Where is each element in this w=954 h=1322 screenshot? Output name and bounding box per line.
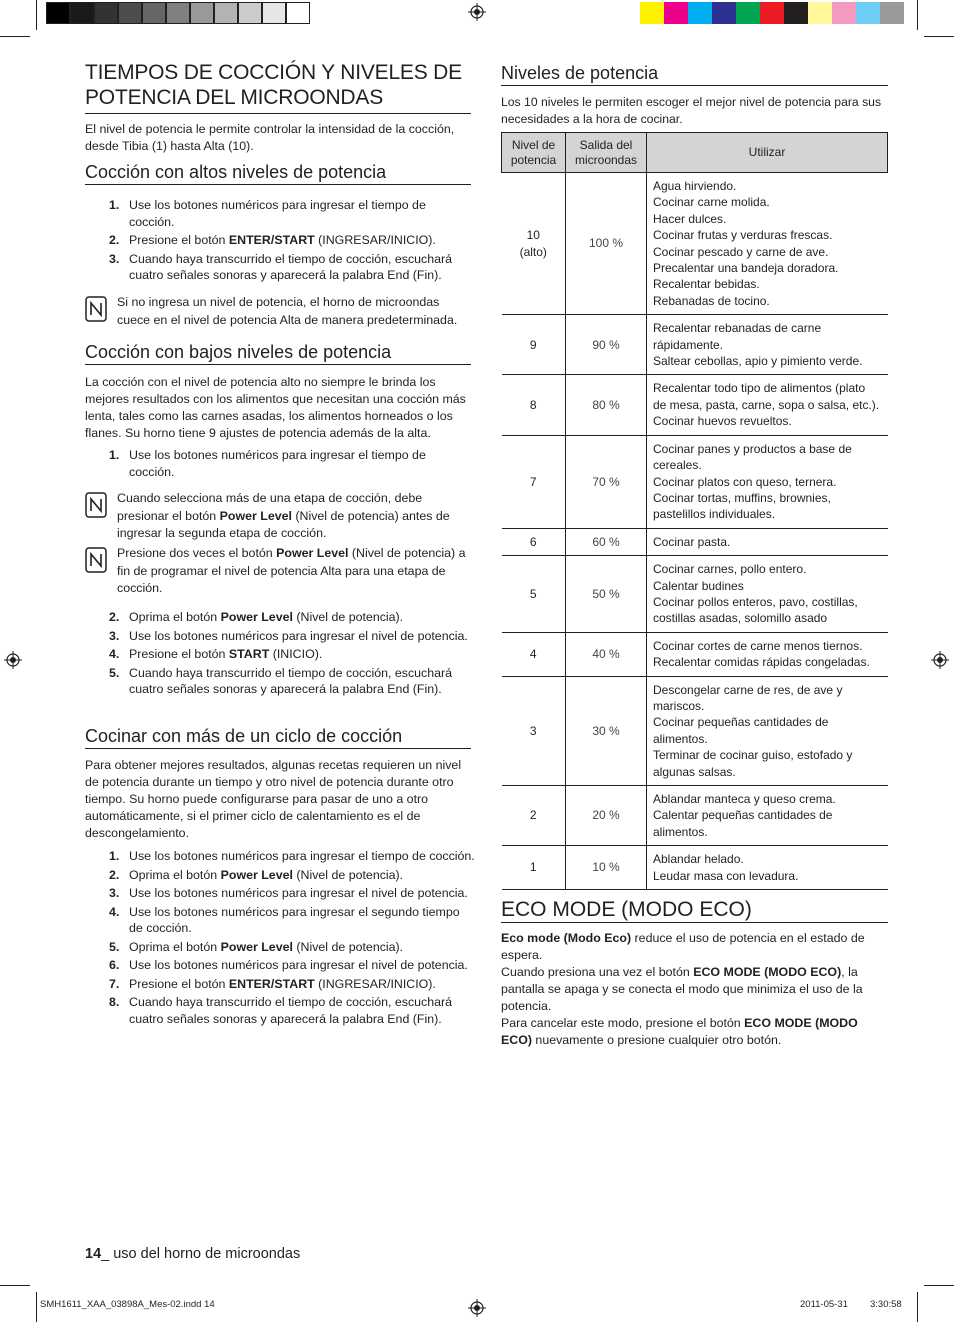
use-line: Recalentar comidas rápidas congeladas. [653,655,870,670]
table-header-row [502,133,888,173]
color-swatch [784,2,808,24]
table-row [502,632,888,676]
use-cell [647,173,888,315]
list-item: 1. Use los botones numéricos para ingresar el tiempo de cocción. [109,849,475,863]
steps-low-first [85,447,471,482]
use-line: Cocinar frutas y verduras frescas. [653,228,833,243]
grayscale-swatch [238,2,262,24]
use-line: Cocinar pasta. [653,534,731,549]
note-icon [85,547,107,573]
intro-text: El nivel de potencia le permite controlar la intensidad de la cocción, desde Tibia (1) hasta Alta (10). [85,122,455,153]
section-rule [501,85,888,86]
levels-intro: Los 10 niveles le permiten escoger el mejor nivel de potencia para sus necesidades a la hora de cocinar. [501,95,882,126]
table-row [502,846,888,890]
column-header: Nivel de potencia [502,133,566,173]
table-row [502,375,888,435]
slug-date: 2011-05-31 [800,1299,848,1310]
use-line: Saltear cebollas, apio y pimiento verde. [653,354,863,369]
grayscale-swatch [214,2,238,24]
use-line: Agua hirviendo. [653,179,737,193]
section-rule [85,184,471,185]
color-swatch [880,2,904,24]
use-line: Cocinar tortas, muffins, brownies, pastelillos individuales. [653,490,831,522]
level-cell: 1 [502,846,566,890]
table-row [502,786,888,846]
steps-low [85,609,471,700]
use-cell [647,315,888,375]
list-item: 1. Use los botones numéricos para ingresar el tiempo de cocción. [109,198,426,229]
level-cell: 8 [502,375,566,435]
title-rule [85,113,471,114]
power-level-table [501,132,888,890]
use-line: Cocinar panes y productos a base de cereales. [653,441,852,473]
level-cell: 9 [502,315,566,375]
list-item: 2. Oprima el botón Power Level (Nivel de potencia). [109,867,404,882]
registration-mark-icon [931,651,949,669]
use-line: Cocinar pescado y carne de ave. [653,244,829,259]
section-heading-levels: Niveles de potencia [501,63,659,83]
use-line: Cocinar carne molida. [653,195,770,210]
note-text: Cuando selecciona más de una etapa de cocción, debe presionar el botón Power Level (Nivel de potencia) antes de ingresar la segunda etapa de cocción. [117,491,450,540]
crop-mark [36,1292,37,1322]
use-line: Recalentar todo tipo de alimentos (plato de mesa, pasta, carne, sopa o salsa, etc.). [653,381,880,412]
section-heading-multi: Cocinar con más de un ciclo de cocción [85,726,403,746]
color-swatch [736,2,760,24]
use-line: Descongelar carne de res, de ave y mariscos. [653,682,843,713]
color-swatch [808,2,832,24]
output-cell: 50 % [566,556,647,633]
use-line: Cocinar huevos revueltos. [653,414,792,429]
output-cell: 80 % [566,375,647,435]
list-item: 5. Cuando haya transcurrido el tiempo de cocción, escuchará cuatro señales sonoras y aparecerá la palabra End (Fin). [109,665,453,696]
list-item: 8. Cuando haya transcurrido el tiempo de cocción, escuchará cuatro señales sonoras y aparecerá la palabra End (Fin). [109,995,453,1026]
crop-mark [917,0,918,30]
use-cell [647,528,888,555]
crop-mark [917,1292,918,1322]
note-icon [85,492,107,518]
grayscale-swatch [166,2,190,24]
level-cell: 2 [502,786,566,846]
column-header: Salida del microondas [566,133,647,173]
use-cell [647,676,888,785]
output-cell: 20 % [566,786,647,846]
list-item: 7. Presione el botón ENTER/START (INGRESAR/INICIO). [109,976,436,991]
steps-high [85,197,471,286]
grayscale-swatch [94,2,118,24]
level-cell: 10 (alto) [502,173,566,315]
table-row [502,173,888,315]
eco-paragraph: Eco mode (Modo Eco) reduce el uso de potencia en el estado de espera. Cuando presiona una vez el botón ECO MODE (MODO ECO), la pantalla se apaga y se conecta el modo que minimiza el uso de la potencia. Para cancelar este modo, presione el botón ECO MODE (MODO ECO) nuevamente o presione cualquier otro botón. [501,931,865,1047]
output-cell: 70 % [566,435,647,528]
color-swatch [760,2,784,24]
section-rule [501,922,888,923]
use-line: Cocinar cortes de carne menos tiernos. [653,638,863,653]
footer-text: _ uso del horno de microondas [101,1246,301,1262]
color-swatch [640,2,664,24]
note-text: Presione dos veces el botón Power Level (Nivel de potencia) a fin de programar el nivel de potencia Alta para una etapa de cocción. [117,546,466,595]
list-item: 2. Presione el botón ENTER/START (INGRESAR/INICIO). [109,233,436,247]
section-heading-low: Cocción con bajos niveles de potencia [85,342,392,362]
use-cell [647,632,888,676]
color-swatch [712,2,736,24]
list-item: 4. Presione el botón START (INICIO). [109,647,323,661]
section-rule [85,364,471,365]
level-cell: 5 [502,556,566,633]
list-item: 3. Use los botones numéricos para ingresar el nivel de potencia. [109,628,468,643]
note-box [85,294,471,330]
use-cell [647,435,888,528]
use-line: Calentar budines [653,578,744,593]
slug-file: SMH1611_XAA_03898A_Mes-02.indd 14 [40,1299,215,1310]
steps-multi [85,848,475,1029]
section-paragraph: Para obtener mejores resultados, algunas recetas requieren un nivel de potencia durante un tiempo y otro nivel de potencia durante otro tiempo. Su horno puede configurarse para pasar de uno a otro automáticamente, si el primer ciclo de calentamiento es el de descongelamiento. [85,758,462,840]
note-icon [85,296,107,322]
table-row [502,528,888,555]
grayscale-swatch [118,2,142,24]
color-swatch [832,2,856,24]
registration-mark-icon [4,651,22,669]
output-cell: 40 % [566,632,647,676]
level-cell: 7 [502,435,566,528]
color-swatch [664,2,688,24]
page-title: TIEMPOS DE COCCIÓN Y NIVELES DE POTENCIA DEL MICROONDAS [85,61,462,109]
grayscale-swatch [286,2,310,24]
registration-mark-icon [468,1299,486,1317]
list-item: 3. Cuando haya transcurrido el tiempo de cocción, escuchará cuatro señales sonoras y aparecerá la palabra End (Fin). [109,251,453,282]
use-line: Recalentar bebidas. [653,277,760,292]
table-row [502,556,888,633]
note-box [85,490,471,542]
grayscale-swatch [190,2,214,24]
use-line: Cocinar platos con queso, ternera. [653,474,837,489]
output-cell: 60 % [566,528,647,555]
note-text: Si no ingresa un nivel de potencia, el horno de microondas cuece en el nivel de potencia Alta de manera predeterminada. [117,295,458,327]
section-heading-high: Cocción con altos niveles de potencia [85,162,387,182]
crop-mark [924,1285,954,1286]
column-header: Utilizar [647,133,888,173]
use-line: Cocinar pequeñas cantidades de alimentos. [653,715,829,746]
color-swatch [856,2,880,24]
page-number: 14 [85,1246,102,1262]
crop-mark [924,36,954,37]
note-box [85,545,471,597]
grayscale-swatch [262,2,286,24]
level-cell: 6 [502,528,566,555]
list-item: 2. Oprima el botón Power Level (Nivel de potencia). [109,610,404,624]
list-item: 1. Use los botones numéricos para ingresar el tiempo de cocción. [109,448,426,479]
use-line: Cocinar carnes, pollo entero. [653,562,807,577]
use-line: Calentar pequeñas cantidades de alimentos. [653,808,833,839]
table-row [502,315,888,375]
crop-mark [0,36,30,37]
use-cell [647,556,888,633]
color-swatch [688,2,712,24]
use-line: Precalentar una bandeja doradora. [653,261,839,276]
output-cell: 10 % [566,846,647,890]
list-item: 6. Use los botones numéricos para ingresar el nivel de potencia. [109,958,468,972]
use-cell [647,846,888,890]
eco-heading: ECO MODE (MODO ECO) [501,898,752,921]
use-line: Leudar masa con levadura. [653,868,799,883]
crop-mark [0,1285,30,1286]
use-line: Hacer dulces. [653,211,727,226]
registration-mark-icon [468,3,486,21]
output-cell: 100 % [566,173,647,315]
table-row [502,435,888,528]
grayscale-swatch [70,2,94,24]
use-line: Cocinar pollos enteros, pavo, costillas, costillas asadas, solomillo asado [653,594,858,626]
crop-mark [36,0,37,30]
grayscale-swatch [46,2,70,24]
use-line: Terminar de cocinar guiso, estofado y algunas salsas. [653,748,853,779]
list-item: 3. Use los botones numéricos para ingresar el nivel de potencia. [109,886,468,900]
use-line: Recalentar rebanadas de carne rápidamente. [653,321,822,352]
list-item: 5. Oprima el botón Power Level (Nivel de potencia). [109,939,404,954]
use-line: Ablandar helado. [653,852,744,867]
section-rule [85,748,471,749]
use-cell [647,375,888,435]
level-cell: 3 [502,676,566,785]
table-row [502,676,888,785]
use-line: Ablandar manteca y queso crema. [653,792,836,806]
list-item: 4. Use los botones numéricos para ingresar el segundo tiempo de cocción. [109,904,460,935]
grayscale-swatch [142,2,166,24]
section-paragraph: La cocción con el nivel de potencia alto no siempre le brinda los mejores resultados con los alimentos que necesitan una cocción más lenta, tales como las carnes asadas, los alimentos horneados o los flanes. Su horno tiene 9 ajustes de potencia además de la alta. [85,375,466,440]
use-line: Rebanadas de tocino. [653,293,770,308]
level-cell: 4 [502,632,566,676]
output-cell: 90 % [566,315,647,375]
page-footer [85,1246,300,1262]
output-cell: 30 % [566,676,647,785]
slug-time: 3:30:58 [870,1299,902,1310]
use-cell [647,786,888,846]
